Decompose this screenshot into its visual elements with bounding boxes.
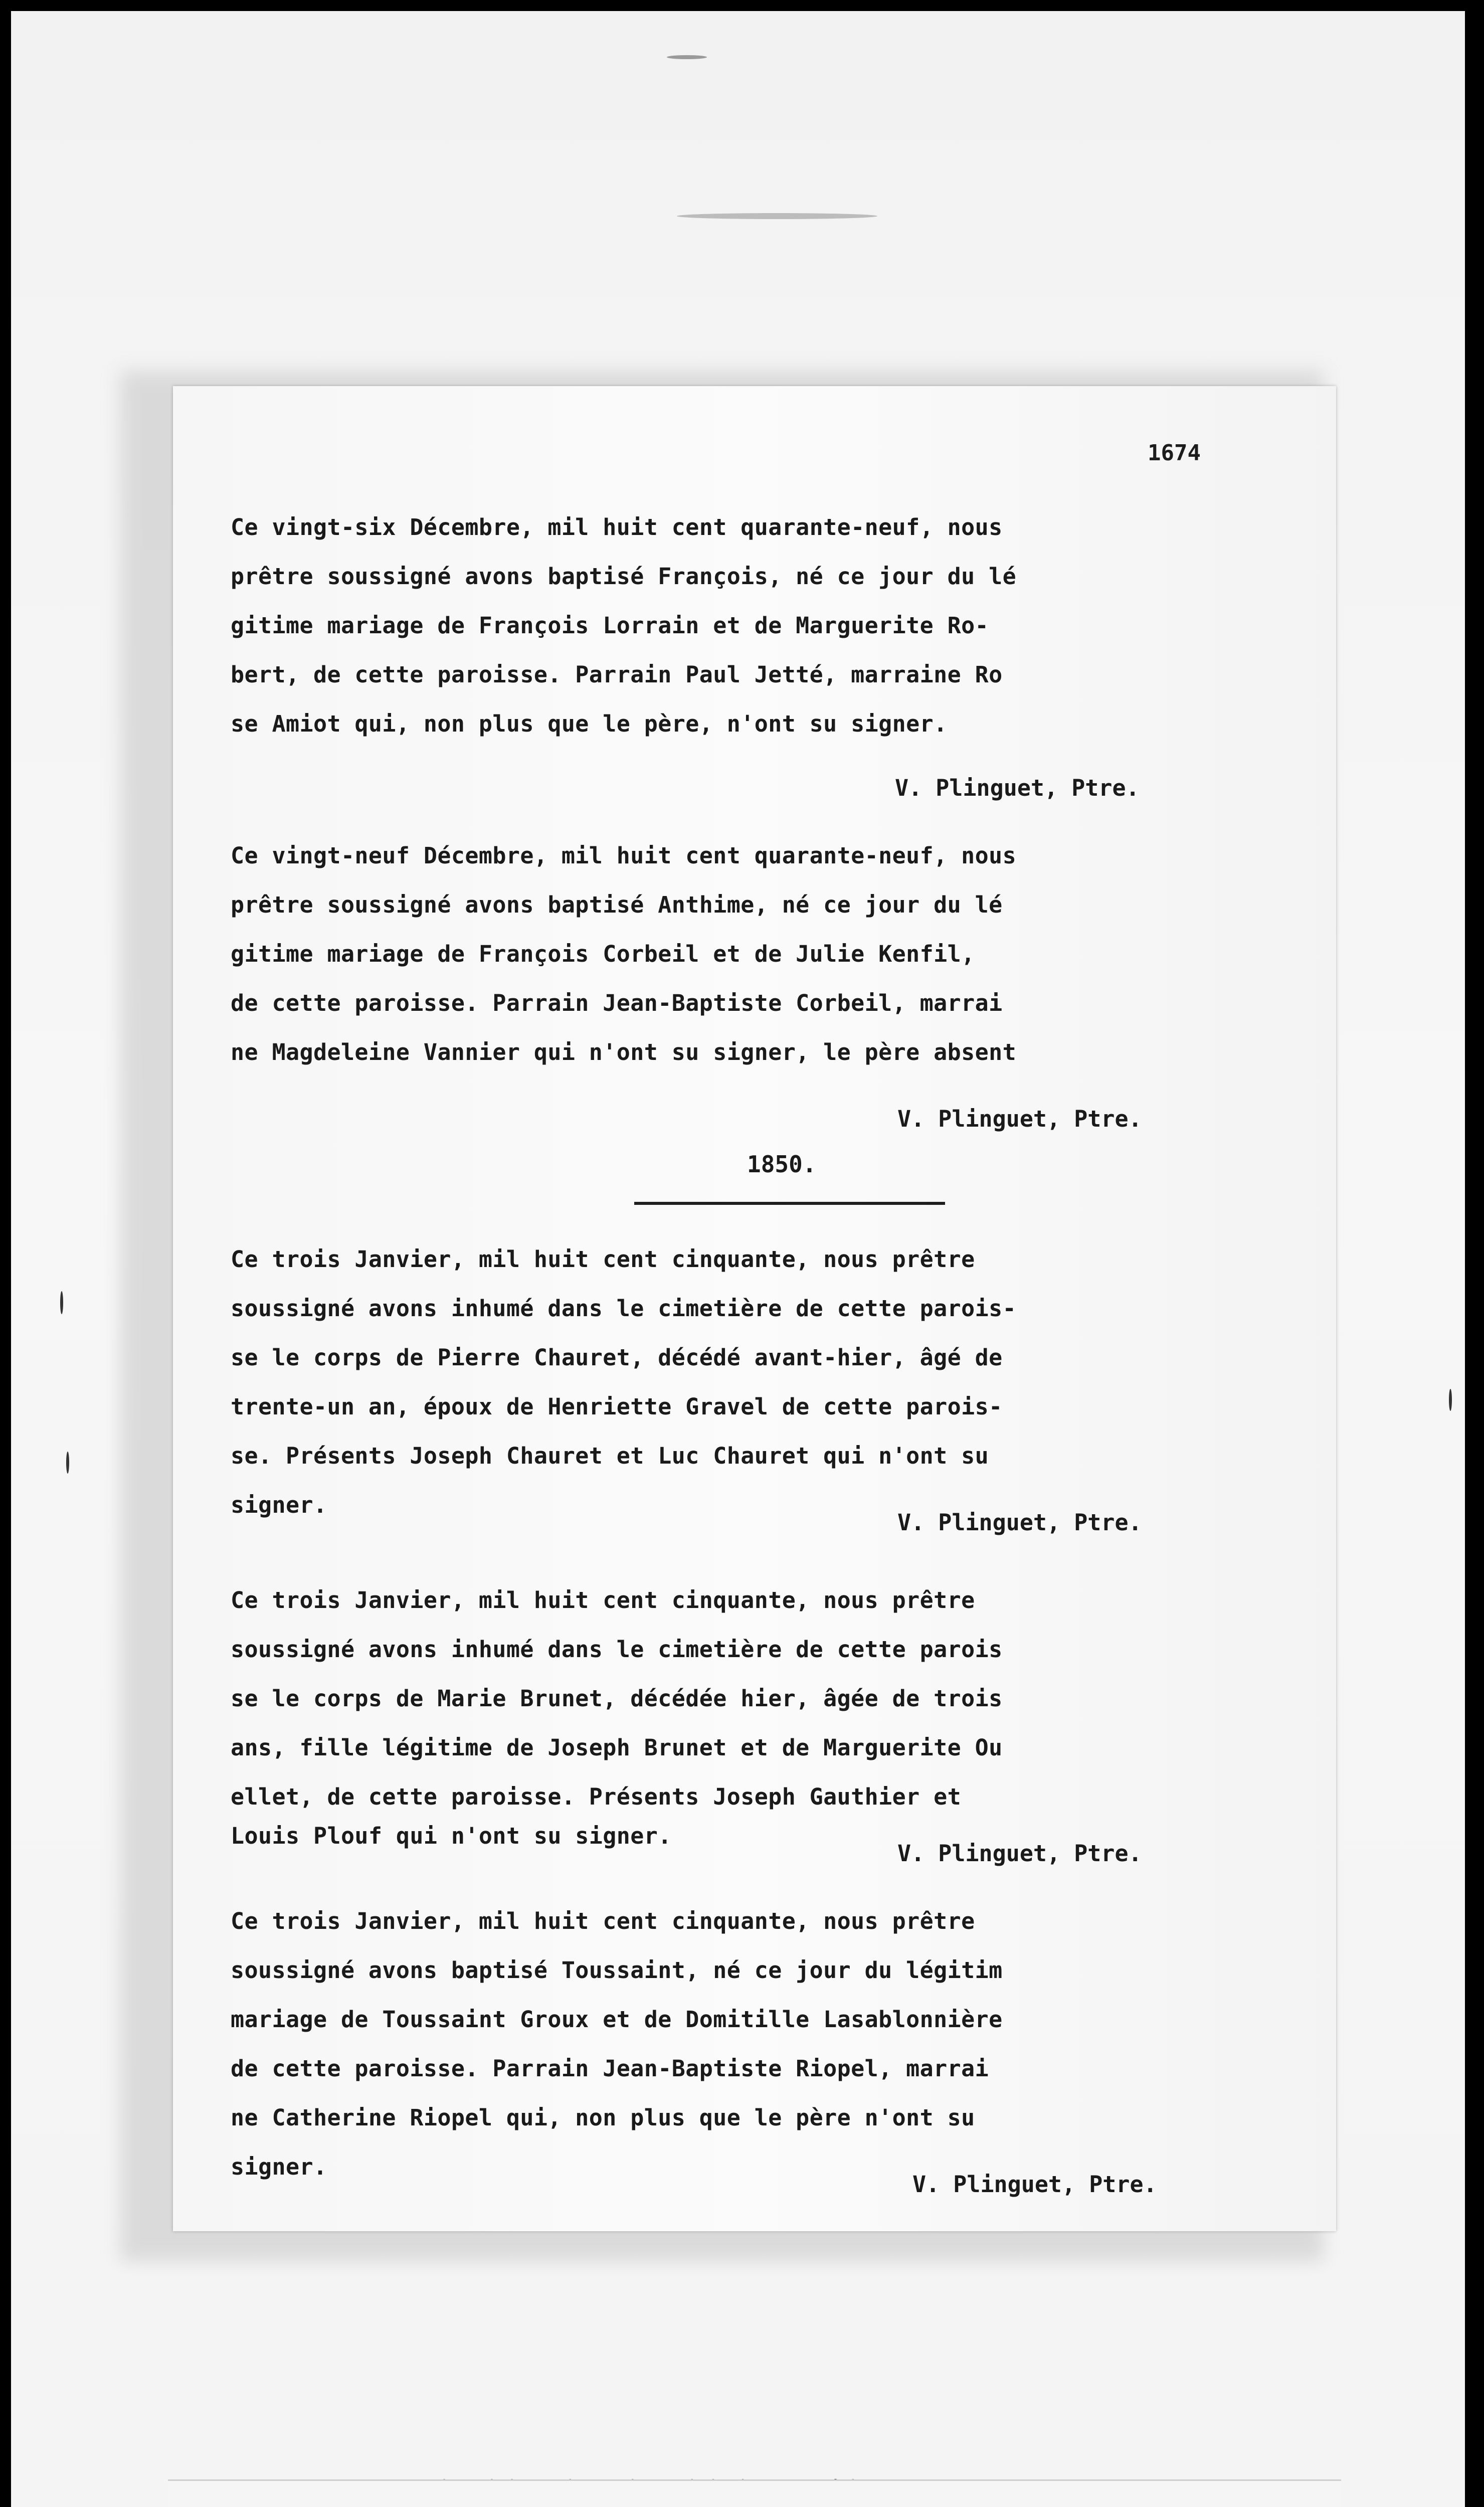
entry-line: Ce vingt-neuf Décembre, mil huit cent quarante-neuf, nous <box>231 842 1017 869</box>
entry-line: Ce trois Janvier, mil huit cent cinquante, nous prêtre <box>231 1908 975 1934</box>
entry-line: gitime mariage de François Lorrain et de Marguerite Ro- <box>231 612 989 639</box>
entry-line: mariage de Toussaint Groux et de Domitille Lasablonnière <box>231 2006 1003 2033</box>
entry-line: prêtre soussigné avons baptisé Anthime, né ce jour du lé <box>231 891 1003 918</box>
entry-line: Ce trois Janvier, mil huit cent cinquante, nous prêtre <box>231 1587 975 1614</box>
entry-line: se le corps de Pierre Chauret, décédé avant-hier, âgé de <box>231 1344 1003 1371</box>
entry-line: soussigné avons inhumé dans le cimetière de cette parois- <box>231 1295 1017 1322</box>
register-entry <box>231 1246 1213 1518</box>
archive-stamp <box>168 2479 1341 2507</box>
entry-line: trente-un an, époux de Henriette Gravel de cette parois- <box>231 1393 1003 1420</box>
signature: V. Plinguet, Ptre. <box>897 1509 1142 1536</box>
entry-line: se Amiot qui, non plus que le père, n'ont su signer. <box>231 710 948 737</box>
signature: V. Plinguet, Ptre. <box>895 775 1140 801</box>
dust-speck <box>677 213 877 219</box>
entry-line: ellet, de cette paroisse. Présents Joseph Gauthier et <box>231 1783 962 1810</box>
register-entry <box>231 514 1213 737</box>
entry-line: signer. <box>231 1492 327 1518</box>
entry-line: signer. <box>231 2154 327 2180</box>
year-heading: 1850. <box>747 1151 817 1178</box>
entry-line: soussigné avons baptisé Toussaint, né ce jour du légitim <box>231 1957 1003 1984</box>
signature: V. Plinguet, Ptre. <box>897 1840 1142 1867</box>
entry-line: de cette paroisse. Parrain Jean-Baptiste Riopel, marrai <box>231 2055 989 2082</box>
register-entry <box>231 842 1213 1065</box>
entry-line: Louis Plouf qui n'ont su signer. <box>231 1823 672 1849</box>
register-entry <box>231 1908 1213 2180</box>
dust-speck <box>1449 1389 1452 1411</box>
dust-speck <box>66 1452 69 1474</box>
entry-line: ne Magdeleine Vannier qui n'ont su signer, le père absent <box>231 1039 1017 1065</box>
register-entry <box>231 1587 1213 1849</box>
signature: V. Plinguet, Ptre. <box>897 1106 1142 1132</box>
entry-line: gitime mariage de François Corbeil et de Julie Kenfil, <box>231 941 975 967</box>
entry-line: Ce vingt-six Décembre, mil huit cent quarante-neuf, nous <box>231 514 1003 541</box>
entry-line: se le corps de Marie Brunet, décédée hier, âgée de trois <box>231 1685 1003 1712</box>
page-number: 1674 <box>1148 440 1201 466</box>
dust-speck <box>60 1291 63 1314</box>
entry-line: de cette paroisse. Parrain Jean-Baptiste Corbeil, marrai <box>231 990 1003 1016</box>
dust-speck <box>667 55 707 59</box>
entry-line: Ce trois Janvier, mil huit cent cinquante, nous prêtre <box>231 1246 975 1273</box>
signature: V. Plinguet, Ptre. <box>912 2171 1157 2198</box>
year-underline <box>634 1202 945 1205</box>
entry-line: soussigné avons inhumé dans le cimetière de cette parois <box>231 1636 1003 1663</box>
entry-line: bert, de cette paroisse. Parrain Paul Jetté, marraine Ro <box>231 661 1003 688</box>
entry-line: prêtre soussigné avons baptisé François, né ce jour du lé <box>231 563 1017 590</box>
entry-line: se. Présents Joseph Chauret et Luc Chauret qui n'ont su <box>231 1443 989 1469</box>
entry-line: ne Catherine Riopel qui, non plus que le père n'ont su <box>231 2104 975 2131</box>
entry-line: ans, fille légitime de Joseph Brunet et de Marguerite Ou <box>231 1734 1003 1761</box>
